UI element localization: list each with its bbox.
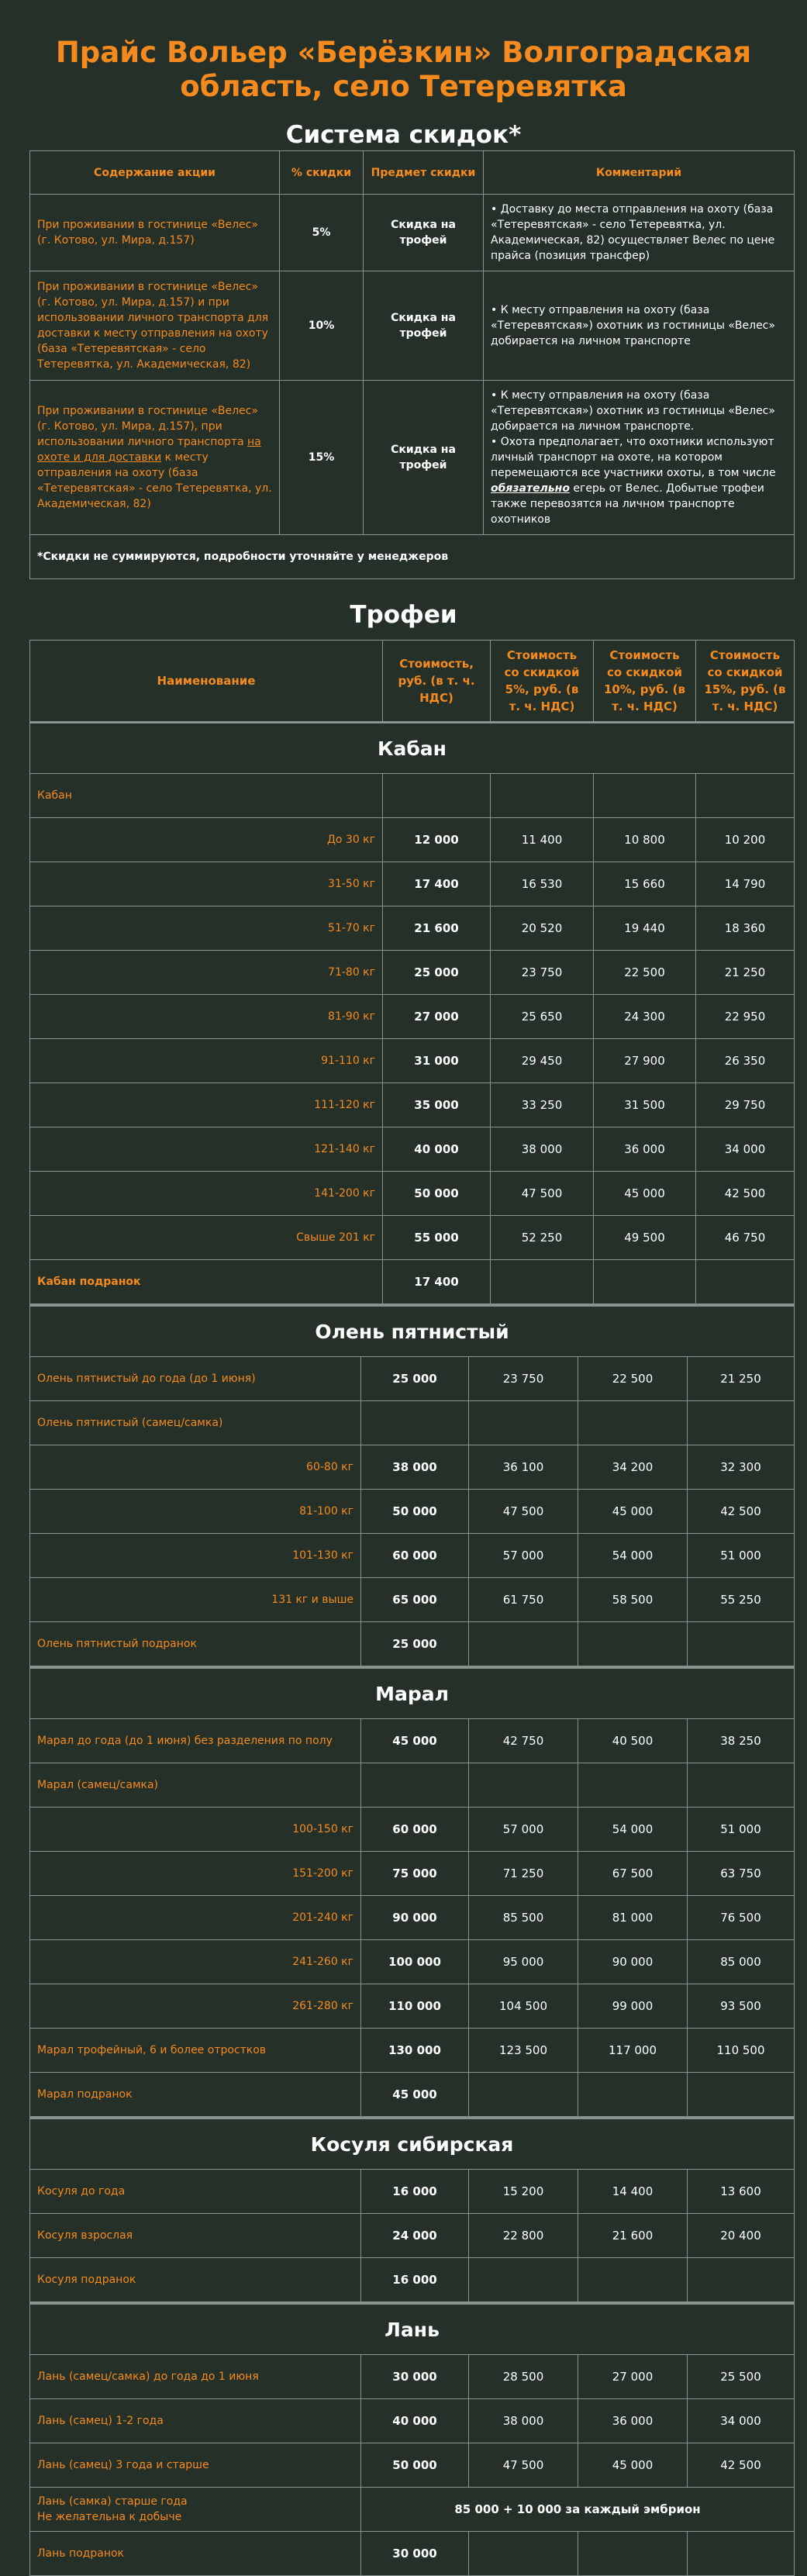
- trophy-price-discount-10: 10 800: [594, 818, 696, 862]
- trophy-price-discount-10: [578, 1401, 688, 1445]
- trophy-price-discount-10: [578, 2258, 688, 2302]
- trophy-row: [30, 1172, 795, 1216]
- trophy-name: 81-90 кг: [30, 995, 383, 1039]
- trophy-price-discount-15: 76 500: [688, 1896, 795, 1940]
- trophy-price: 25 000: [383, 951, 491, 995]
- trophy-price-discount-5: [469, 2073, 578, 2117]
- trophy-price-discount-15: 63 750: [688, 1852, 795, 1896]
- trophy-price-discount-5: [469, 1622, 578, 1666]
- discount-comment-line: • К месту отправления на охоту (база «Тетеревятская») охотник из гостиницы «Велес» добирается на личном транспорте.: [491, 389, 775, 433]
- trophy-price-discount-15: 55 250: [688, 1578, 795, 1622]
- trophy-price: 75 000: [361, 1852, 469, 1896]
- discount-row: [30, 271, 795, 381]
- trophy-price-discount-5: 25 650: [491, 995, 594, 1039]
- trophy-price-discount-5: 11 400: [491, 818, 594, 862]
- trophy-price: 27 000: [383, 995, 491, 1039]
- trophy-price-discount-5: 71 250: [469, 1852, 578, 1896]
- discount-header-subject: Предмет скидки: [364, 151, 484, 195]
- trophy-price-discount-10: 24 300: [594, 995, 696, 1039]
- trophy-row: [30, 1808, 795, 1852]
- trophy-name: Лань (самка) старше года Не желательна к добыче: [30, 2488, 361, 2532]
- trophy-price-discount-15: 22 950: [696, 995, 795, 1039]
- discount-condition-part: к месту отправления на охоту (база «Тетеревятская» - село Тетеревятка, ул. Академическая, 82): [37, 451, 272, 510]
- trophy-price-discount-10: 40 500: [578, 1719, 688, 1763]
- trophy-price: 35 000: [383, 1083, 491, 1127]
- discount-note-row: [30, 535, 795, 579]
- trophy-price-discount-5: 57 000: [469, 1534, 578, 1578]
- trophy-price-merged: 85 000 + 10 000 за каждый эмбрион: [361, 2488, 795, 2532]
- trophy-row: [30, 1763, 795, 1808]
- trophy-name: Свыше 201 кг: [30, 1216, 383, 1260]
- trophy-price: 100 000: [361, 1940, 469, 1984]
- trophy-price-discount-5: [469, 1763, 578, 1808]
- discount-comment: • К месту отправления на охоту (база «Тетеревятская») охотник из гостиницы «Велес» добирается на личном транспорте: [484, 271, 795, 381]
- trophy-price-discount-5: [469, 1401, 578, 1445]
- trophy-row: [30, 1984, 795, 2029]
- trophy-price-discount-5: 47 500: [469, 1490, 578, 1534]
- trophy-price-discount-15: 14 790: [696, 862, 795, 906]
- trophy-price-discount-15: [688, 1401, 795, 1445]
- trophy-price-discount-15: 42 500: [688, 2443, 795, 2488]
- trophy-price-discount-10: 99 000: [578, 1984, 688, 2029]
- trophy-price: 65 000: [361, 1578, 469, 1622]
- trophy-price-discount-5: 38 000: [491, 1127, 594, 1172]
- trophy-price-discount-10: 15 660: [594, 862, 696, 906]
- trophy-price-discount-15: [688, 1763, 795, 1808]
- trophy-price-discount-15: 51 000: [688, 1534, 795, 1578]
- discount-condition: При проживании в гостинице «Велес» (г. Котово, ул. Мира, д.157) и при использовании личного транспорта для доставки к месту отправления на охоту (база «Тетеревятская» - село Тетеревятка, ул. Академическая, 82): [30, 271, 280, 381]
- discounts-heading: Система скидок*: [285, 121, 522, 149]
- trophy-price-discount-10: 54 000: [578, 1534, 688, 1578]
- discount-percent: 10%: [280, 271, 364, 381]
- section-title: Марал: [30, 1668, 795, 1719]
- trophy-price-discount-15: [688, 2258, 795, 2302]
- trophy-price-discount-10: 22 500: [578, 1357, 688, 1401]
- discount-header-comment: Комментарий: [484, 151, 795, 195]
- trophy-name: 91-110 кг: [30, 1039, 383, 1083]
- discount-condition: При проживании в гостинице «Велес» (г. Котово, ул. Мира, д.157): [30, 195, 280, 271]
- trophy-name: 261-280 кг: [30, 1984, 361, 2029]
- trophy-name: Косуля взрослая: [30, 2214, 361, 2258]
- trophy-price-discount-10: 117 000: [578, 2029, 688, 2073]
- trophy-price: 30 000: [361, 2355, 469, 2399]
- trophy-price-discount-5: 36 100: [469, 1445, 578, 1490]
- trophy-table: [29, 2302, 795, 2576]
- trophy-name: Кабан подранок: [30, 1260, 383, 1304]
- trophy-price-discount-10: 90 000: [578, 1940, 688, 1984]
- discount-row: [30, 381, 795, 535]
- trophy-price-discount-10: 27 000: [578, 2355, 688, 2399]
- trophy-row: [30, 1039, 795, 1083]
- trophy-price-discount-15: 34 000: [696, 1127, 795, 1172]
- trophy-price-discount-5: [469, 2532, 578, 2576]
- trophy-price-discount-10: 22 500: [594, 951, 696, 995]
- section-row: [30, 1668, 795, 1719]
- trophy-price: 45 000: [361, 2073, 469, 2117]
- trophy-price: 60 000: [361, 1808, 469, 1852]
- trophy-price-discount-10: 81 000: [578, 1896, 688, 1940]
- trophy-name: Марал (самец/самка): [30, 1763, 361, 1808]
- trophy-name: Лань (самец/самка) до года до 1 июня: [30, 2355, 361, 2399]
- trophy-price-discount-15: 93 500: [688, 1984, 795, 2029]
- trophy-price: 50 000: [361, 2443, 469, 2488]
- trophy-price-discount-10: [594, 1260, 696, 1304]
- trophy-price-discount-5: 85 500: [469, 1896, 578, 1940]
- trophy-price-discount-10: 58 500: [578, 1578, 688, 1622]
- discount-percent: 15%: [280, 381, 364, 535]
- trophy-price-discount-15: 18 360: [696, 906, 795, 951]
- trophy-row: [30, 1127, 795, 1172]
- trophy-row: [30, 2258, 795, 2302]
- trophy-price-discount-15: 85 000: [688, 1940, 795, 1984]
- trophy-table: [29, 1666, 795, 2117]
- trophy-price-discount-5: 42 750: [469, 1719, 578, 1763]
- trophy-row: [30, 1534, 795, 1578]
- trophy-price: 45 000: [361, 1719, 469, 1763]
- section-title: Кабан: [30, 723, 795, 774]
- trophy-price-discount-10: 67 500: [578, 1852, 688, 1896]
- trophy-price-discount-5: 95 000: [469, 1940, 578, 1984]
- trophy-price-discount-15: 25 500: [688, 2355, 795, 2399]
- trophy-name: Марал до года (до 1 июня) без разделения по полу: [30, 1719, 361, 1763]
- trophy-price-discount-15: 110 500: [688, 2029, 795, 2073]
- trophy-price-discount-15: 29 750: [696, 1083, 795, 1127]
- trophy-name: Лань (самец) 1-2 года: [30, 2399, 361, 2443]
- trophy-header-discount-15: Стоимость со скидкой 15%, руб. (в т. ч. НДС): [696, 641, 795, 723]
- trophy-price-discount-5: 33 250: [491, 1083, 594, 1127]
- discount-comment-part: егерь от Велес. Добытые трофеи также перевозятся на личном транспорте охотников: [491, 482, 764, 526]
- trophy-name: 201-240 кг: [30, 1896, 361, 1940]
- trophy-price-discount-15: 42 500: [696, 1172, 795, 1216]
- trophy-price: 130 000: [361, 2029, 469, 2073]
- trophy-row: [30, 2214, 795, 2258]
- discount-comment: • Доставку до места отправления на охоту (база «Тетеревятская» - село Тетеревятка, ул. Академическая, 82) осуществляет Велес по цене прайса (позиция трансфер): [484, 195, 795, 271]
- trophy-price-discount-10: 54 000: [578, 1808, 688, 1852]
- trophy-header-row: [30, 641, 795, 723]
- trophy-price-discount-15: 21 250: [688, 1357, 795, 1401]
- discount-comment-part: • Охота предполагает, что охотники используют личный транспорт на охоте, на котором перемещаются все участники охоты, в том числе: [491, 436, 776, 479]
- discount-condition-part: При проживании в гостинице «Велес» (г. Котово, ул. Мира, д.157), при использовании личного транспорта: [37, 405, 258, 448]
- trophy-row: [30, 2488, 795, 2532]
- trophy-row: [30, 2399, 795, 2443]
- trophy-price-discount-10: 34 200: [578, 1445, 688, 1490]
- trophy-name: 51-70 кг: [30, 906, 383, 951]
- trophy-row: [30, 2073, 795, 2117]
- trophy-price-discount-5: 28 500: [469, 2355, 578, 2399]
- trophy-name: Олень пятнистый (самец/самка): [30, 1401, 361, 1445]
- section-row: [30, 2304, 795, 2355]
- trophy-price-discount-10: 45 000: [578, 2443, 688, 2488]
- trophy-price-discount-10: 21 600: [578, 2214, 688, 2258]
- trophy-name: 100-150 кг: [30, 1808, 361, 1852]
- trophy-price-discount-15: 34 000: [688, 2399, 795, 2443]
- trophy-price-discount-15: 42 500: [688, 1490, 795, 1534]
- trophy-price-discount-5: 57 000: [469, 1808, 578, 1852]
- trophy-price: 50 000: [383, 1172, 491, 1216]
- trophy-price-discount-15: 20 400: [688, 2214, 795, 2258]
- trophy-header-discount-5: Стоимость со скидкой 5%, руб. (в т. ч. НДС): [491, 641, 594, 723]
- discount-row: [30, 195, 795, 271]
- trophy-row: [30, 2029, 795, 2073]
- trophy-price-discount-15: 38 250: [688, 1719, 795, 1763]
- trophy-price-discount-10: 31 500: [594, 1083, 696, 1127]
- trophy-name: Марал трофейный, 6 и более отростков: [30, 2029, 361, 2073]
- trophy-row: [30, 2532, 795, 2576]
- section-title: Олень пятнистый: [30, 1306, 795, 1357]
- discount-condition: [30, 381, 280, 535]
- trophy-price-discount-10: 36 000: [594, 1127, 696, 1172]
- trophy-price-discount-5: 61 750: [469, 1578, 578, 1622]
- discount-condition-underlined: на охоте и для доставки: [37, 436, 261, 464]
- discount-table: [29, 150, 795, 579]
- trophy-price: 17 400: [383, 1260, 491, 1304]
- trophy-row: [30, 774, 795, 818]
- trophy-row: [30, 1401, 795, 1445]
- trophy-price: 60 000: [361, 1534, 469, 1578]
- trophy-row: [30, 862, 795, 906]
- trophies-container: [0, 640, 807, 2576]
- trophy-price-discount-15: [688, 1622, 795, 1666]
- trophy-price-discount-5: 47 500: [491, 1172, 594, 1216]
- discount-note: *Скидки не суммируются, подробности уточняйте у менеджеров: [30, 535, 795, 579]
- discount-subject: Скидка на трофей: [364, 195, 484, 271]
- trophy-row: [30, 951, 795, 995]
- trophy-price: 17 400: [383, 862, 491, 906]
- trophy-price: [361, 1763, 469, 1808]
- trophy-row: [30, 1490, 795, 1534]
- trophy-table: [29, 2117, 795, 2302]
- trophy-price-discount-10: [594, 774, 696, 818]
- trophy-price: 50 000: [361, 1490, 469, 1534]
- trophy-price-discount-15: 21 250: [696, 951, 795, 995]
- trophy-price: 25 000: [361, 1357, 469, 1401]
- trophy-price-discount-5: 23 750: [469, 1357, 578, 1401]
- trophy-row: [30, 906, 795, 951]
- trophy-price-discount-5: 29 450: [491, 1039, 594, 1083]
- trophy-row: [30, 1578, 795, 1622]
- section-title: Косуля сибирская: [30, 2118, 795, 2170]
- trophy-price-discount-5: [469, 2258, 578, 2302]
- trophy-price: [361, 1401, 469, 1445]
- trophy-name: 131 кг и выше: [30, 1578, 361, 1622]
- trophy-price: 90 000: [361, 1896, 469, 1940]
- trophy-price: 21 600: [383, 906, 491, 951]
- trophy-price: 30 000: [361, 2532, 469, 2576]
- trophy-row: [30, 1940, 795, 1984]
- discount-comment-emphasis: обязательно: [491, 482, 570, 495]
- trophy-price-discount-10: [578, 1763, 688, 1808]
- trophy-price-discount-5: 104 500: [469, 1984, 578, 2029]
- trophy-price-discount-5: 16 530: [491, 862, 594, 906]
- trophy-price-discount-15: [696, 1260, 795, 1304]
- section-title: Лань: [30, 2304, 795, 2355]
- trophy-name: 111-120 кг: [30, 1083, 383, 1127]
- trophy-price: 38 000: [361, 1445, 469, 1490]
- trophy-price-discount-5: 23 750: [491, 951, 594, 995]
- trophy-price-discount-5: 123 500: [469, 2029, 578, 2073]
- trophy-name: 81-100 кг: [30, 1490, 361, 1534]
- trophy-price-discount-5: [491, 774, 594, 818]
- trophy-row: [30, 1622, 795, 1666]
- trophy-price-discount-5: 15 200: [469, 2170, 578, 2214]
- trophy-price-discount-15: [688, 2073, 795, 2117]
- trophies-heading: Трофеи: [350, 601, 457, 629]
- trophy-price: 40 000: [361, 2399, 469, 2443]
- trophy-row: [30, 1260, 795, 1304]
- trophy-price-discount-5: [491, 1260, 594, 1304]
- trophy-name: 71-80 кг: [30, 951, 383, 995]
- trophy-price-discount-10: [578, 1622, 688, 1666]
- trophy-price-discount-15: 10 200: [696, 818, 795, 862]
- page-title: Прайс Вольер «Берёзкин» Волгоградская область, село Тетеревятка: [55, 36, 752, 103]
- trophy-price-discount-5: 20 520: [491, 906, 594, 951]
- trophy-row: [30, 2443, 795, 2488]
- trophy-row: [30, 818, 795, 862]
- trophy-price: [383, 774, 491, 818]
- trophy-row: [30, 1719, 795, 1763]
- trophy-price-discount-10: 45 000: [578, 1490, 688, 1534]
- trophy-price-discount-15: [696, 774, 795, 818]
- discount-header-row: [30, 151, 795, 195]
- discount-header-percent: % скидки: [280, 151, 364, 195]
- trophy-price-discount-15: 32 300: [688, 1445, 795, 1490]
- trophy-name: 101-130 кг: [30, 1534, 361, 1578]
- discount-subject: Скидка на трофей: [364, 381, 484, 535]
- trophy-price: 55 000: [383, 1216, 491, 1260]
- trophy-price: 24 000: [361, 2214, 469, 2258]
- trophy-row: [30, 2355, 795, 2399]
- trophy-price-discount-15: 46 750: [696, 1216, 795, 1260]
- section-row: [30, 723, 795, 774]
- trophy-price-discount-10: 36 000: [578, 2399, 688, 2443]
- trophy-table: [29, 640, 795, 1304]
- trophy-name: До 30 кг: [30, 818, 383, 862]
- trophy-name: Косуля до года: [30, 2170, 361, 2214]
- trophy-name: 151-200 кг: [30, 1852, 361, 1896]
- section-row: [30, 2118, 795, 2170]
- trophy-price-discount-5: 47 500: [469, 2443, 578, 2488]
- trophy-price-discount-15: [688, 2532, 795, 2576]
- trophy-price: 25 000: [361, 1622, 469, 1666]
- trophy-price-discount-10: 49 500: [594, 1216, 696, 1260]
- trophy-price-discount-10: 19 440: [594, 906, 696, 951]
- discount-subject: Скидка на трофей: [364, 271, 484, 381]
- trophy-price: 110 000: [361, 1984, 469, 2029]
- trophy-name: 141-200 кг: [30, 1172, 383, 1216]
- trophy-price: 31 000: [383, 1039, 491, 1083]
- trophy-price: 40 000: [383, 1127, 491, 1172]
- trophy-name: Кабан: [30, 774, 383, 818]
- trophy-name: Олень пятнистый до года (до 1 июня): [30, 1357, 361, 1401]
- trophy-name: Олень пятнистый подранок: [30, 1622, 361, 1666]
- discount-comment-line: [491, 434, 787, 527]
- trophy-price-discount-15: 26 350: [696, 1039, 795, 1083]
- trophy-name: 60-80 кг: [30, 1445, 361, 1490]
- discount-comment: [484, 381, 795, 535]
- trophy-header-discount-10: Стоимость со скидкой 10%, руб. (в т. ч. НДС): [594, 641, 696, 723]
- trophy-name: Лань подранок: [30, 2532, 361, 2576]
- discount-header-condition: Содержание акции: [30, 151, 280, 195]
- trophy-name: Косуля подранок: [30, 2258, 361, 2302]
- trophy-name: 121-140 кг: [30, 1127, 383, 1172]
- trophy-table: [29, 1304, 795, 1666]
- trophy-row: [30, 1083, 795, 1127]
- trophy-price: 12 000: [383, 818, 491, 862]
- trophy-price-discount-10: [578, 2073, 688, 2117]
- trophy-row: [30, 1852, 795, 1896]
- trophy-price: 16 000: [361, 2170, 469, 2214]
- section-row: [30, 1306, 795, 1357]
- discount-percent: 5%: [280, 195, 364, 271]
- trophy-header-price: Стоимость, руб. (в т. ч. НДС): [383, 641, 491, 723]
- trophy-row: [30, 2170, 795, 2214]
- trophy-row: [30, 1216, 795, 1260]
- trophy-name: 31-50 кг: [30, 862, 383, 906]
- trophy-name: Марал подранок: [30, 2073, 361, 2117]
- trophy-price-discount-10: 27 900: [594, 1039, 696, 1083]
- trophy-name: Лань (самец) 3 года и старше: [30, 2443, 361, 2488]
- trophy-header-name: Наименование: [30, 641, 383, 723]
- trophy-price-discount-15: 51 000: [688, 1808, 795, 1852]
- trophy-price-discount-15: 13 600: [688, 2170, 795, 2214]
- trophy-price: 16 000: [361, 2258, 469, 2302]
- trophy-price-discount-5: 38 000: [469, 2399, 578, 2443]
- trophy-row: [30, 1357, 795, 1401]
- trophy-price-discount-10: [578, 2532, 688, 2576]
- trophy-price-discount-5: 22 800: [469, 2214, 578, 2258]
- trophy-row: [30, 1896, 795, 1940]
- trophy-price-discount-10: 45 000: [594, 1172, 696, 1216]
- trophy-row: [30, 995, 795, 1039]
- trophy-price-discount-5: 52 250: [491, 1216, 594, 1260]
- trophy-row: [30, 1445, 795, 1490]
- trophy-name: 241-260 кг: [30, 1940, 361, 1984]
- trophy-price-discount-10: 14 400: [578, 2170, 688, 2214]
